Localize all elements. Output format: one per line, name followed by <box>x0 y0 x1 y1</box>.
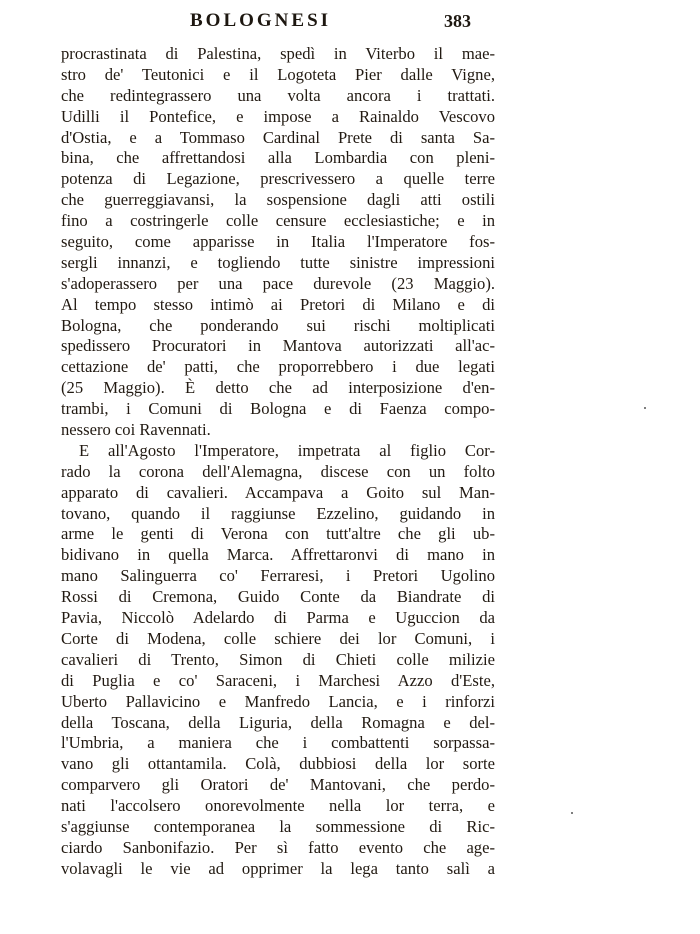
text-line: s'aggiunse contemporanea la sommessione di Ric- <box>61 816 495 836</box>
text-line: Udilli il Pontefice, e impose a Rainaldo Vescovo <box>61 106 495 126</box>
page-header <box>0 8 700 38</box>
text-line: bina, che affrettandosi alla Lombardia con pleni- <box>61 148 495 168</box>
text-line: che redintegrassero una volta ancora i trattati. <box>61 85 495 105</box>
text-line: cavalieri di Trento, Simon di Chieti colle milizie <box>61 649 495 669</box>
text-line: Bologna, che ponderando sui rischi moltiplicati <box>61 315 495 335</box>
text-line: Rossi di Cremona, Guido Conte da Biandrate di <box>61 587 495 607</box>
text-line: nessero coi Ravennati. <box>61 420 211 440</box>
text-line: della Toscana, della Liguria, della Romagna e del- <box>61 712 495 732</box>
text-line: spedissero Procuratori in Mantova autorizzati all'ac- <box>61 336 495 356</box>
text-line: l'Umbria, a maniera che i combattenti sorpassa- <box>61 733 495 753</box>
text-line: nati l'accolsero onorevolmente nella lor terra, e <box>61 796 495 816</box>
text-line: E all'Agosto l'Imperatore, impetrata al figlio Cor- <box>79 440 495 460</box>
text-line: ciardo Sanbonifazio. Per sì fatto evento che age- <box>61 837 495 857</box>
text-line: vano gli ottantamila. Colà, dubbiosi della lor sorte <box>61 754 495 774</box>
page-number: 383 <box>444 11 471 31</box>
body-text <box>61 44 495 880</box>
text-line: tovano, quando il raggiunse Ezzelino, guidando in <box>61 503 495 523</box>
text-line: volavagli le vie ad opprimer la lega tanto salì a <box>61 858 495 878</box>
text-line: (25 Maggio). È detto che ad interposizione d'en- <box>61 378 495 398</box>
text-line: s'adoperassero per una pace durevole (23 Maggio). <box>61 273 495 293</box>
text-line: fino a costringerle colle censure ecclesiastiche; e in <box>61 211 495 231</box>
text-line: Al tempo stesso intimò ai Pretori di Milano e di <box>61 294 495 314</box>
text-line: seguito, come apparisse in Italia l'Imperatore fos- <box>61 232 495 252</box>
text-line: potenza di Legazione, prescrivessero a quelle terre <box>61 169 495 189</box>
paper-speck <box>644 407 646 409</box>
text-line: Pavia, Niccolò Adelardo di Parma e Uguccion da <box>61 608 495 628</box>
text-line: trambi, i Comuni di Bologna e di Faenza compo- <box>61 399 495 419</box>
text-line: stro de' Teutonici e il Logoteta Pier dalle Vigne, <box>61 64 495 84</box>
text-line: arme le genti di Verona con tutt'altre che gli ub- <box>61 524 495 544</box>
text-line: di Puglia e co' Saraceni, i Marchesi Azzo d'Este, <box>61 670 495 690</box>
text-line: apparato di cavalieri. Accampava a Goito sul Man- <box>61 482 495 502</box>
text-line: procrastinata di Palestina, spedì in Viterbo il mae- <box>61 44 495 63</box>
text-line: mano Salinguerra co' Ferraresi, i Pretori Ugolino <box>61 566 495 586</box>
text-line: sergli innanzi, e togliendo tutte sinistre impressioni <box>61 252 495 272</box>
text-line: Uberto Pallavicino e Manfredo Lancia, e i rinforzi <box>61 691 495 711</box>
text-line: bidivano in quella Marca. Affrettaronvi di mano in <box>61 545 495 565</box>
text-line: rado la corona dell'Alemagna, discese con un folto <box>61 461 495 481</box>
text-line: che guerreggiavansi, la sospensione dagli atti ostili <box>61 190 495 210</box>
text-line: Corte di Modena, colle schiere dei lor Comuni, i <box>61 628 495 648</box>
text-line: d'Ostia, e a Tommaso Cardinal Prete di santa Sa- <box>61 127 495 147</box>
text-line: comparvero gli Oratori de' Mantovani, che perdo- <box>61 775 495 795</box>
text-line: cettazione de' patti, che proporrebbero i due legati <box>61 357 495 377</box>
paper-speck <box>571 812 573 814</box>
running-title: BOLOGNESI <box>190 10 332 31</box>
